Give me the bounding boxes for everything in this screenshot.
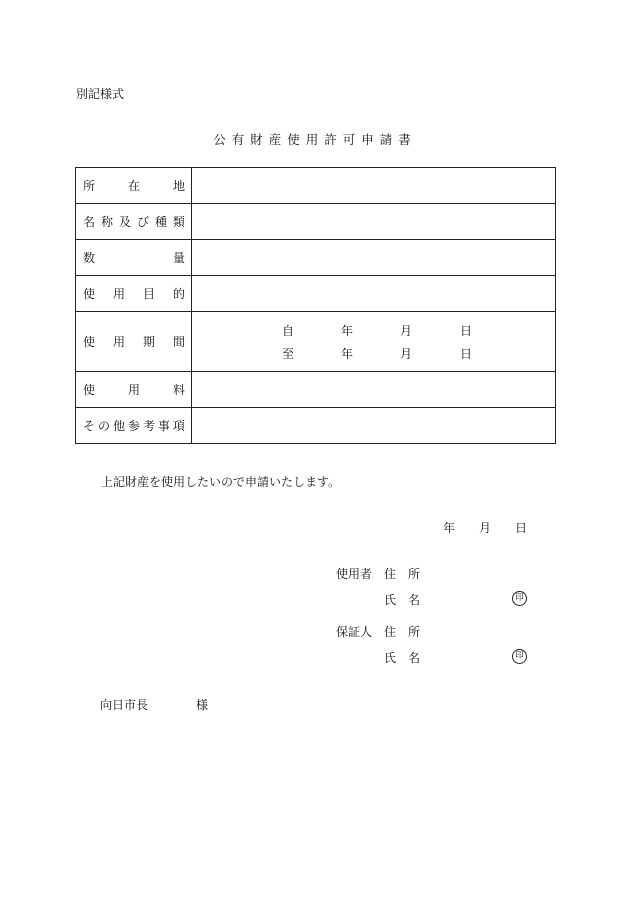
purpose-field[interactable]: [192, 276, 556, 312]
location-field[interactable]: [192, 168, 556, 204]
user-seal-icon: 印: [512, 591, 527, 606]
guarantor-address-label: 住 所: [384, 625, 421, 639]
date-day: 日: [515, 521, 528, 535]
name-kind-field[interactable]: [192, 204, 556, 240]
application-table: [75, 167, 556, 444]
addressee-honorific: 様: [196, 698, 209, 712]
table-row-location: [76, 168, 556, 204]
period-from-label: 自: [282, 324, 295, 338]
guarantor-seal-icon: 印: [512, 649, 527, 664]
period-to-year: 年: [341, 347, 354, 361]
table-row-quantity: [76, 240, 556, 276]
period-from-month: 月: [400, 324, 413, 338]
name-kind-label: 名 称 及 び 種 類: [76, 204, 192, 240]
form-title: 公有財産使用許可申請書: [213, 132, 417, 147]
period-to-day: 日: [460, 347, 473, 361]
quantity-label: 数 量: [76, 240, 192, 276]
period-to-month: 月: [400, 347, 413, 361]
table-row-purpose: [76, 276, 556, 312]
location-label: 所 在 地: [76, 168, 192, 204]
form-style-label: 別記様式: [76, 87, 125, 101]
period-field[interactable]: [192, 312, 556, 372]
guarantor-role-label: 保証人: [336, 625, 373, 639]
other-notes-label: そ の 他 参 考 事 項: [76, 408, 192, 444]
period-grid: [192, 312, 555, 371]
period-label: 使 用 期 間: [76, 312, 192, 372]
quantity-field[interactable]: [192, 240, 556, 276]
date-month: 月: [479, 521, 492, 535]
period-from-year: 年: [341, 324, 354, 338]
table-row-fee: [76, 372, 556, 408]
date-year: 年: [443, 521, 456, 535]
declaration-text: 上記財産を使用したいので申請いたします。: [101, 475, 341, 489]
user-name-label: 氏 名: [384, 593, 421, 607]
table-row-name-kind: [76, 204, 556, 240]
table-row-other: [76, 408, 556, 444]
user-address-label: 住 所: [384, 567, 421, 581]
fee-field[interactable]: [192, 372, 556, 408]
user-role-label: 使用者: [336, 567, 373, 581]
fee-label: 使 用 料: [76, 372, 192, 408]
addressee-office: 向日市長: [100, 698, 149, 712]
period-to-label: 至: [282, 347, 295, 361]
table-row-period: [76, 312, 556, 372]
period-from-day: 日: [460, 324, 473, 338]
other-notes-field[interactable]: [192, 408, 556, 444]
guarantor-name-label: 氏 名: [384, 651, 421, 665]
purpose-label: 使 用 目 的: [76, 276, 192, 312]
